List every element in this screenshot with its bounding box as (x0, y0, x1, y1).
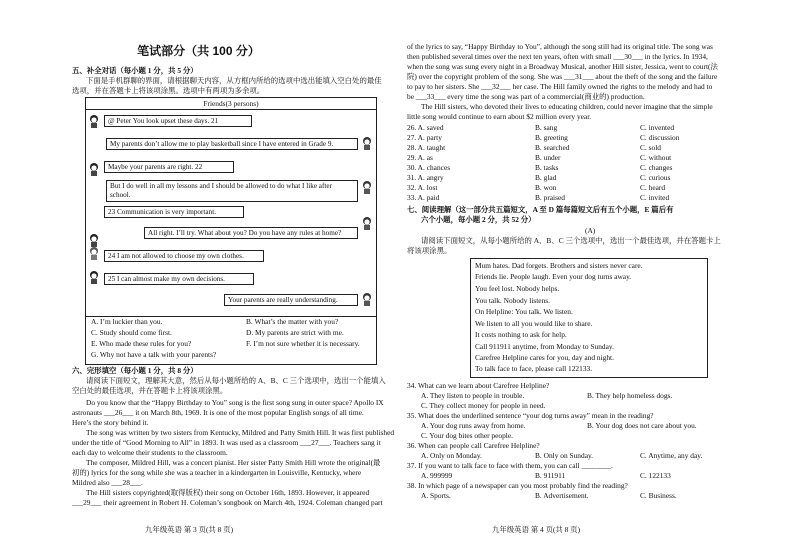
box-line: Mum hates. Dad forgets. Brothers and sisters never care. (475, 261, 643, 270)
boy-avatar-icon (361, 216, 373, 230)
cloze-option: B. sang (535, 123, 558, 132)
section-7-instruction: 将该项涂黑。 (407, 246, 452, 255)
cloze-option: 32. A. lost (407, 183, 438, 192)
girl-avatar-icon (88, 162, 100, 176)
passage-line: astronauts ___26___ it on March 8th, 1969. It is one of the most popular English songs of all time. (72, 408, 364, 417)
box-line: We listen to all you would like to share. (475, 319, 593, 328)
answer-option: A. Your dog runs away from home. (421, 421, 526, 430)
passage-line: Do you know that the “Happy Birthday to You” song is the first song sung in outer space? Apollo IX (86, 398, 384, 407)
cloze-option: B. greeting (535, 133, 568, 142)
option-f: F. I’m not sure whether it is necessary. (246, 339, 360, 348)
cloze-option: C. changes (640, 163, 673, 172)
box-line: Carefree Helpline cares for you, day and night. (475, 353, 614, 362)
chat-message: @ Peter You look upset these days. 21 (104, 115, 252, 127)
cloze-option: C. curious (640, 173, 671, 182)
answer-option: C. Anytime, any day. (640, 451, 703, 460)
girl-avatar-icon (88, 233, 100, 247)
question-35: 35. What does the underlined sentence “your dog turns away” mean in the reading? (407, 411, 654, 420)
passage-line: The composer, Mildred Hill, was a concert pianist. Her sister Patty Smith Hill wrote the original(最 (86, 458, 381, 467)
cloze-option: B. glad (535, 173, 557, 182)
answer-option: A. They listen to people in trouble. (421, 391, 525, 400)
cloze-option: B. praised (535, 193, 565, 202)
chat-header: Friends(3 persons) (86, 98, 376, 110)
cloze-option: 27. A. party (407, 133, 442, 142)
page-title: 笔试部分（共 100 分） (137, 44, 260, 58)
section-5-title: 五、补全对话（每小题 1 分，共 5 分） (72, 66, 198, 75)
chat-message-line: But I do well in all my lessons and I should be allowed to do what I like after (110, 182, 332, 190)
cloze-option: 26. A. saved (407, 123, 444, 132)
option-b: B. What’s the matter with you? (246, 317, 339, 326)
section-6-instruction: 请阅读下面短文，理解其大意，然后从每小题所给的 A、B、C 三个选项中，选出一个能填入 (86, 376, 386, 385)
box-line: Friends lie. People laugh. Even your dog turns away. (475, 272, 632, 281)
girl-avatar-icon (88, 114, 100, 128)
answer-option: B. Your dog does not care about you. (587, 421, 697, 430)
answer-option: A. 999999 (421, 471, 453, 480)
cloze-option: B. searched (535, 143, 570, 152)
passage-line: of the lyrics to say, “Happy Birthday to You”, although the song still had its original title. The song was (407, 42, 713, 51)
answer-option: A. Sports. (421, 491, 451, 500)
passage-line: Mildred also ___28___. (72, 478, 143, 487)
passage-line: under the title of “Good Morning to All” in 1893. It was used as a classroom ___27___. Teachers sang it (72, 438, 381, 447)
question-37: 37. If you want to talk face to face with them, you can call ________. (407, 461, 613, 470)
chat-message: Maybe your parents are right. 22 (104, 161, 234, 173)
boy-avatar-icon (361, 292, 373, 306)
chat-message: My parents don’t allow me to play basketball since I have entered in Grade 9. (106, 138, 358, 150)
chat-window (85, 97, 377, 317)
question-34: 34. What can we learn about Carefree Helpline? (407, 381, 550, 390)
option-e: E. Who made these rules for you? (91, 339, 192, 348)
box-line: Call 911911 anytime, from Monday to Sunday. (475, 342, 614, 351)
question-36: 36. When can people call Carefree Helpline? (407, 441, 540, 450)
chat-message: 24 I am not allowed to choose my own clothes. (104, 250, 264, 262)
cloze-option: C. invited (640, 193, 670, 202)
girl-avatar-icon (88, 270, 100, 284)
option-a: A. I’m luckier than you. (91, 317, 163, 326)
boy-avatar-icon (361, 180, 373, 194)
cloze-option: C. discussion (640, 133, 680, 142)
cloze-option: 33. A. paid (407, 193, 440, 202)
options-box (85, 315, 377, 365)
box-line: You talk. Nobody listens. (475, 296, 551, 305)
answer-option: B. Only on Sunday. (535, 451, 594, 460)
right-page (397, 0, 794, 543)
passage-line: each day to welcome their students to the classroom. (72, 448, 228, 457)
passage-line: 院) over the copyright problem of the song. She was ___31___ about the theft of the song and the failure (407, 72, 718, 81)
cloze-option: B. under (535, 153, 561, 162)
answer-option: C. Your dog bites other people. (421, 431, 513, 440)
passage-line: when the song was sung every night in a Broadway Musical, another Hill sister, Jessica, went to court(法 (407, 62, 718, 71)
cloze-option: C. sold (640, 143, 661, 152)
section-6-title: 六、完形填空（每小题 1 分，共 8 分） (72, 366, 198, 375)
cloze-option: 31. A. angry (407, 173, 444, 182)
chat-message: 25 I can almost make my own decisions. (104, 273, 254, 285)
question-38: 38. In which page of a newspaper can you most probably find the reading? (407, 481, 628, 490)
section-7-title: 六个小题，每小题 2 分，共 52 分） (421, 215, 536, 224)
option-c: C. Study should come first. (91, 328, 172, 337)
passage-line: ___29___ their agreement in Robert H. Coleman’s songbook on March 4th, 1924. Coleman changed part (72, 498, 383, 507)
option-g: G. Why not have a talk with your parents? (91, 350, 217, 359)
passage-line: The song was written by two sisters from Kentucky, Mildred and Patty Smith Hill. It was first published (86, 428, 395, 437)
section-5-instruction: 下面是手机群聊的界面，请根据聊天内容，从方框内所给的选项中选出能填入空白处的最佳 (86, 76, 382, 85)
cloze-option: 29. A. as (407, 153, 433, 162)
section-7-instruction: 请阅读下面短文，从每小题所给的 A、B、C 三个选项中，选出一个最佳选项，并在答题卡上 (421, 236, 721, 245)
answer-option: B. Advertisement. (535, 491, 589, 500)
cloze-option: C. heard (640, 183, 666, 192)
chat-message: Your parents are really understanding. (224, 294, 358, 306)
passage-line: The Hill sisters, who devoted their lives to educating children, could never imagine that the simple (421, 102, 713, 111)
passage-line: then published several times over the next ten years, often with small ___30___ in the lyrics. In 1934, (407, 52, 708, 61)
chat-message: 23 Communication is very important. (104, 206, 244, 218)
passage-line: to pay to her sisters. She ___32___ her case. The Hill family owned the rights to the melody and had to (407, 82, 713, 91)
page-footer: 九年级英语 第 4 页(共 8 页) (492, 525, 581, 534)
option-d: D. My parents are strict with me. (246, 328, 344, 337)
passage-label: (A) (585, 226, 596, 235)
answer-option: A. Only on Monday. (421, 451, 482, 460)
cloze-option: B. tasks (535, 163, 559, 172)
section-5-instruction: 选项，并在答题卡上将该项涂黑。选项中有两项为多余项。 (72, 86, 265, 95)
cloze-option: B. won (535, 183, 557, 192)
answer-option: B. They help homeless dogs. (587, 391, 673, 400)
passage-line: 初的) lyrics for the song while she was a teacher in a kindergarten in Louisville, Kentucky, where (72, 468, 362, 477)
passage-line: The Hill sisters copyrighted(取得版权) their song on October 16th, 1893. However, it appeared (86, 488, 370, 497)
cloze-option: C. without (640, 153, 672, 162)
chat-message: All right. I’ll try. What about you? Do you have any rules at home? (144, 227, 358, 239)
boy-avatar-icon (88, 246, 100, 260)
chat-message (106, 180, 358, 202)
passage-line: Here’s the story behind it. (72, 418, 149, 427)
passage-line: be ___33___ every time the song was part of a commercial(商业的) production. (407, 92, 645, 101)
box-line: You feel lost. Nobody helps. (475, 284, 560, 293)
section-6-instruction: 空白处的最佳选项，并在答题卡上将该项涂黑。 (72, 386, 228, 395)
box-line: On Helpline: You talk. We listen. (475, 307, 573, 316)
box-line: To talk face to face, please call 122133. (475, 364, 593, 373)
answer-option: C. Business. (640, 491, 677, 500)
box-line: It costs nothing to ask for help. (475, 330, 567, 339)
chat-message-line: school. (110, 191, 131, 200)
cloze-option: C. invented (640, 123, 675, 132)
helpline-box (470, 258, 708, 378)
cloze-option: 30. A. chances (407, 163, 451, 172)
page-footer: 九年级英语 第 3 页(共 8 页) (145, 525, 234, 534)
answer-option: B. 911911 (535, 471, 566, 480)
section-7-title: 七、阅读理解（这一部分共五篇短文，A 至 D 篇每篇短文后有五个小题，E 篇后有 (407, 205, 674, 214)
answer-option: C. 122133 (640, 471, 671, 480)
cloze-option: 28. A. taught (407, 143, 446, 152)
answer-option: C. They collect money for people in need. (421, 401, 546, 410)
passage-line: little song would continue to earn about $2 million every year. (407, 112, 592, 121)
boy-avatar-icon (361, 136, 373, 150)
